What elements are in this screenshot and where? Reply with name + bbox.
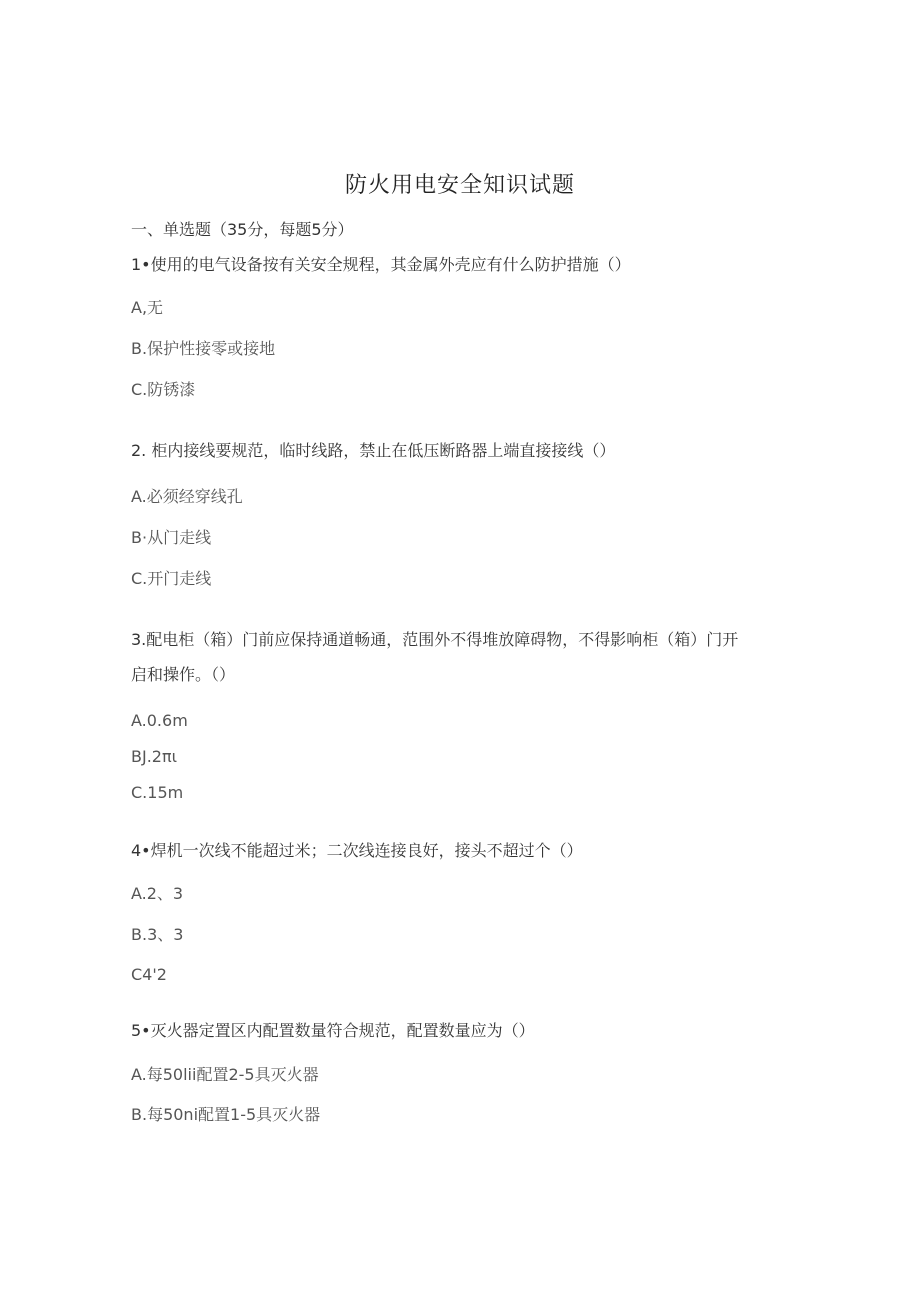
question-1-text: 1•使用的电气设备按有关安全规程，其金属外壳应有什么防护措施（） <box>131 255 631 274</box>
question-3-option-b: BJ.2πι <box>131 747 178 766</box>
question-3-text-line1: 3.配电柜（箱）门前应保持通道畅通，范围外不得堆放障碍物，不得影响柜（箱）门开 <box>131 630 739 649</box>
question-1-option-c: C.防锈漆 <box>131 380 196 399</box>
question-2-text: 2. 柜内接线要规范，临时线路，禁止在低压断路器上端直接接线（） <box>131 441 616 460</box>
question-5-text: 5•灭火器定置区内配置数量符合规范，配置数量应为（） <box>131 1021 535 1040</box>
question-1-option-a: A,无 <box>131 298 164 317</box>
question-3-option-c: C.15m <box>131 783 184 802</box>
question-2-option-a: A.必须经穿线孔 <box>131 487 243 506</box>
question-2-option-c: C.开门走线 <box>131 569 212 588</box>
question-4-option-c: C4'2 <box>131 965 167 984</box>
question-1-option-b: B.保护性接零或接地 <box>131 339 276 358</box>
question-5-option-b: B.每50ni配置1-5具灭火器 <box>131 1105 321 1124</box>
document-title: 防火用电安全知识试题 <box>344 173 575 198</box>
question-3-text-line2: 启和操作。（） <box>131 665 236 684</box>
question-4-text: 4•焊机一次线不能超过米；二次线连接良好，接头不超过个（） <box>131 841 583 860</box>
question-5-option-a: A.每50lii配置2-5具灭火器 <box>131 1065 319 1084</box>
section-heading: 一、单选题（35分，每题5分） <box>131 220 354 239</box>
question-4-option-a: A.2、3 <box>131 884 184 903</box>
question-4-option-b: B.3、3 <box>131 925 184 944</box>
question-2-option-b: B·从门走线 <box>131 528 212 547</box>
question-3-option-a: A.0.6m <box>131 711 188 730</box>
